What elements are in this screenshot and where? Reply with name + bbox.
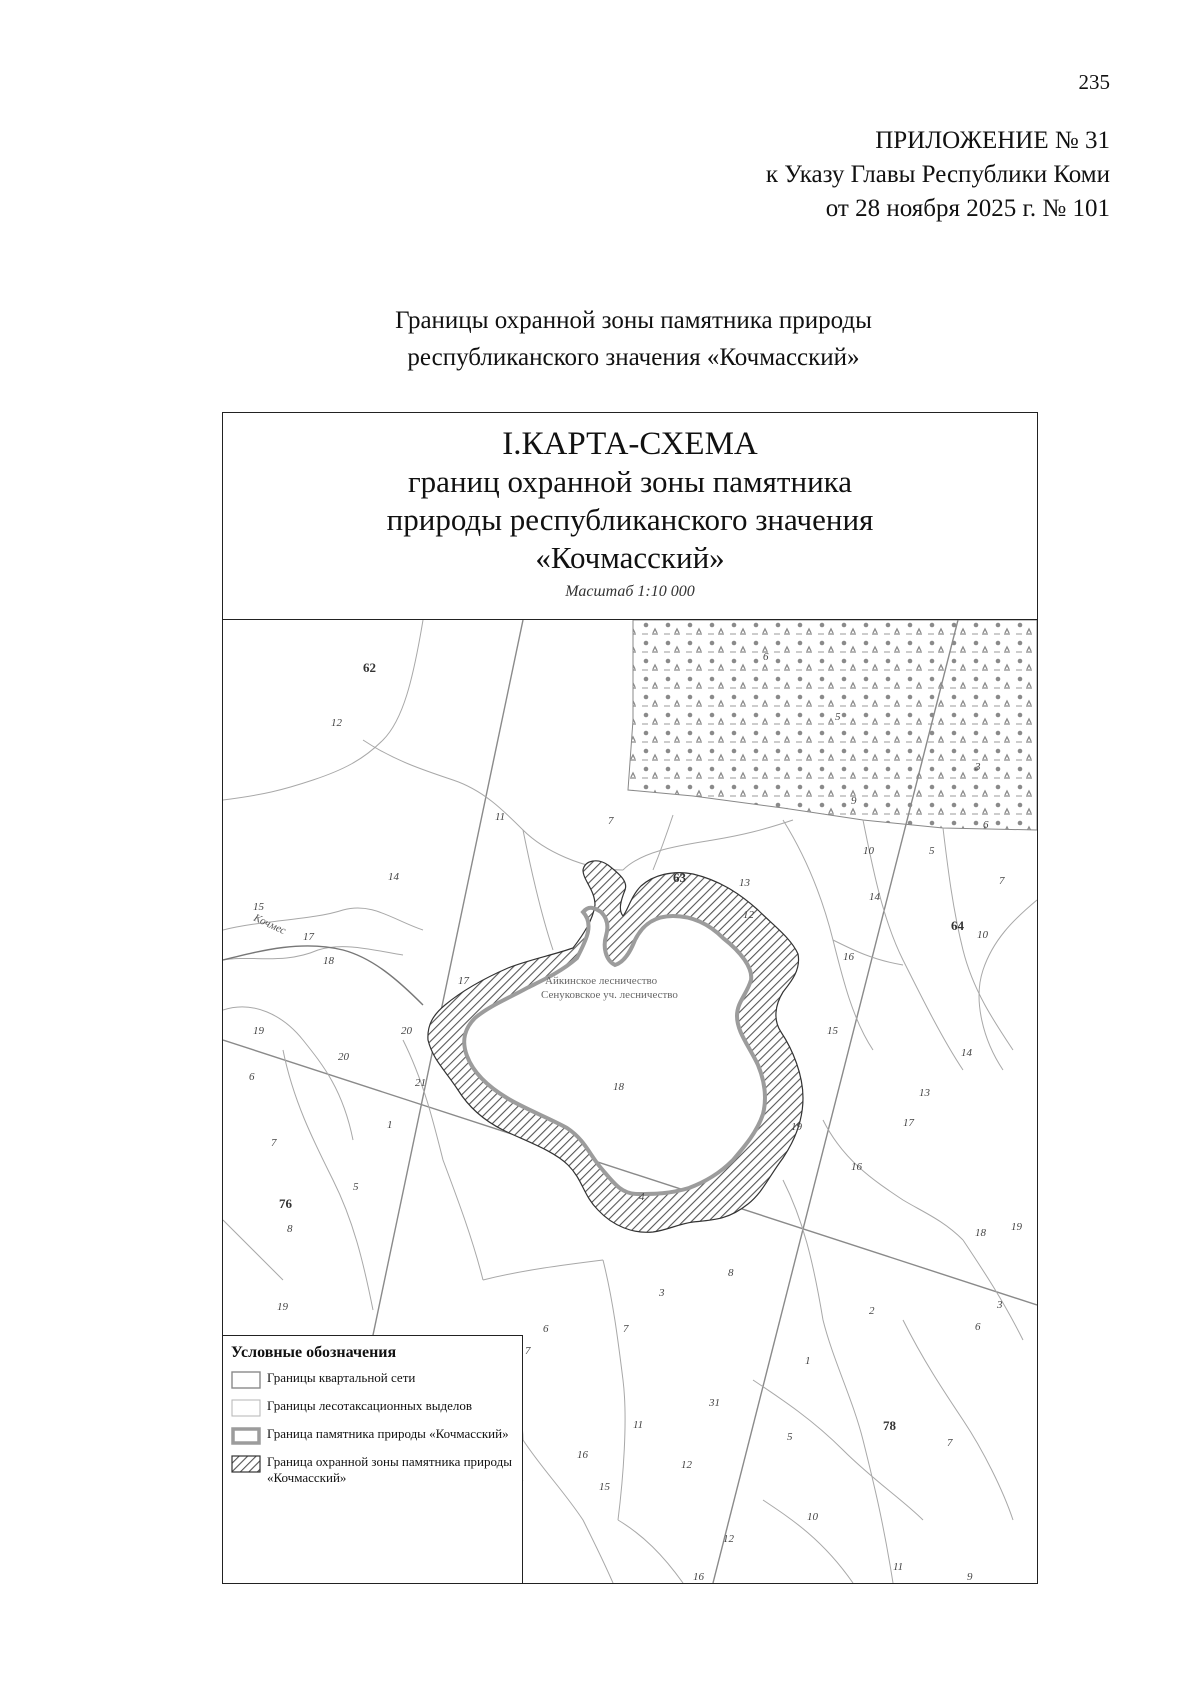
parcel-number: 20 bbox=[338, 1051, 349, 1063]
parcel-number: 6 bbox=[983, 819, 989, 831]
parcel-number: 14 bbox=[869, 891, 880, 903]
parcel-number: 12 bbox=[681, 1459, 692, 1471]
swamp-area bbox=[628, 620, 1037, 830]
appendix-line-1: ПРИЛОЖЕНИЕ № 31 bbox=[875, 127, 1110, 154]
parcel-number: 21 bbox=[415, 1077, 426, 1089]
parcel-number: 18 bbox=[323, 955, 334, 967]
parcel-number: 14 bbox=[961, 1047, 972, 1059]
parcel-number: 7 bbox=[608, 815, 614, 827]
legend-item bbox=[231, 1454, 514, 1486]
parcel-number: 15 bbox=[599, 1481, 610, 1493]
legend-label: Границы лесотаксационных выделов bbox=[267, 1398, 472, 1413]
legend-item bbox=[231, 1426, 514, 1445]
parcel-number: 19 bbox=[253, 1025, 264, 1037]
page-number: 235 bbox=[1078, 70, 1110, 94]
parcel-number: 31 bbox=[709, 1397, 720, 1409]
document-title-line-1: Границы охранной зоны памятника природы bbox=[395, 307, 872, 334]
parcel-number: 14 bbox=[388, 871, 399, 883]
parcel-number: 5 bbox=[353, 1181, 359, 1193]
document-title-line-2: республиканского значения «Кочмасский» bbox=[407, 344, 860, 371]
parcel-number: 6 bbox=[543, 1323, 549, 1335]
parcel-number: 17 bbox=[458, 975, 469, 987]
quarter-number: 64 bbox=[951, 918, 964, 933]
legend-swatch-parcel bbox=[231, 1399, 261, 1417]
parcel-number: 6 bbox=[249, 1071, 255, 1083]
legend-title: Условные обозначения bbox=[231, 1344, 397, 1361]
parcel-number: 3 bbox=[975, 761, 981, 773]
parcel-number: 11 bbox=[633, 1419, 644, 1431]
parcel-number: 1 bbox=[387, 1119, 393, 1131]
quarter-number: 62 bbox=[363, 660, 376, 675]
parcel-number: 17 bbox=[303, 931, 314, 943]
parcel-number: 3 bbox=[997, 1299, 1003, 1311]
legend-label: Граница памятника природы «Кочмасский» bbox=[267, 1426, 509, 1441]
quarter-number: 78 bbox=[883, 1418, 896, 1433]
parcel-number: 8 bbox=[728, 1267, 734, 1279]
parcel-number: 9 bbox=[967, 1571, 973, 1583]
appendix-line-3: от 28 ноября 2025 г. № 101 bbox=[825, 195, 1110, 222]
parcel-number: 16 bbox=[851, 1161, 862, 1173]
forestry-label-1: Айкинское лесничество bbox=[545, 975, 658, 987]
parcel-number: 17 bbox=[903, 1117, 914, 1129]
appendix-line-2: к Указу Главы Республики Коми bbox=[765, 161, 1110, 188]
parcel-number: 11 bbox=[893, 1561, 904, 1573]
parcel-number: 10 bbox=[807, 1511, 818, 1523]
quarter-number: 76 bbox=[279, 1196, 292, 1211]
parcel-number: 7 bbox=[999, 875, 1005, 887]
map-header-line-2: границ охранной зоны памятника bbox=[407, 464, 853, 499]
legend-item bbox=[231, 1370, 514, 1389]
parcel-number: 12 bbox=[743, 909, 754, 921]
parcel-number: 12 bbox=[723, 1533, 734, 1545]
map-header bbox=[223, 413, 1037, 620]
parcel-number: 16 bbox=[693, 1571, 704, 1583]
forestry-label-2: Сенуковское уч. лесничество bbox=[541, 989, 678, 1001]
parcel-number: 11 bbox=[495, 811, 506, 823]
parcel-number: 19 bbox=[1011, 1221, 1022, 1233]
map-header-line-4: «Кочмасский» bbox=[535, 540, 725, 575]
parcel-number: 18 bbox=[975, 1227, 986, 1239]
parcel-number: 3 bbox=[659, 1287, 665, 1299]
parcel-number: 16 bbox=[843, 951, 854, 963]
parcel-number: 6 bbox=[975, 1321, 981, 1333]
parcel-number: 10 bbox=[977, 929, 988, 941]
parcel-number: 5 bbox=[929, 845, 935, 857]
parcel-number: 10 bbox=[863, 845, 874, 857]
parcel-number: 7 bbox=[271, 1137, 277, 1149]
river-label: Кочмес bbox=[251, 911, 288, 938]
map-legend bbox=[223, 1335, 523, 1583]
parcel-number: 13 bbox=[739, 877, 750, 889]
parcel-number: 18 bbox=[613, 1081, 624, 1093]
parcel-number: 1 bbox=[805, 1355, 811, 1367]
parcel-number: 8 bbox=[287, 1223, 293, 1235]
parcel-number: 2 bbox=[869, 1305, 875, 1317]
legend-swatch-quarter bbox=[231, 1371, 261, 1389]
parcel-number: 7 bbox=[525, 1345, 531, 1357]
map-header-line-1: I.КАРТА-СХЕМА bbox=[502, 426, 758, 462]
parcel-number: 4 bbox=[639, 1191, 645, 1203]
parcel-number: 16 bbox=[577, 1449, 588, 1461]
parcel-number: 19 bbox=[791, 1121, 802, 1133]
parcel-number: 20 bbox=[401, 1025, 412, 1037]
parcel-number: 13 bbox=[919, 1087, 930, 1099]
parcel-number: 15 bbox=[253, 901, 264, 913]
legend-swatch-monument bbox=[231, 1427, 261, 1445]
parcel-number: 19 bbox=[277, 1301, 288, 1313]
parcel-number: 9 bbox=[851, 795, 857, 807]
quarter-number: 63 bbox=[673, 870, 686, 885]
parcel-number: 15 bbox=[827, 1025, 838, 1037]
parcel-number: 7 bbox=[947, 1437, 953, 1449]
parcel-number: 7 bbox=[623, 1323, 629, 1335]
map-body bbox=[223, 620, 1037, 1583]
legend-item bbox=[231, 1398, 514, 1417]
parcel-number: 6 bbox=[763, 651, 769, 663]
parcel-number: 5 bbox=[787, 1431, 793, 1443]
legend-swatch-zone bbox=[231, 1455, 261, 1473]
map-scale: Масштаб 1:10 000 bbox=[565, 583, 695, 600]
map-frame bbox=[222, 412, 1038, 1584]
legend-label: Граница охранной зоны памятника природы «Кочмасский» bbox=[267, 1454, 512, 1485]
parcel-number: 5 bbox=[835, 711, 841, 723]
document-title bbox=[0, 302, 1200, 376]
parcel-number: 12 bbox=[331, 717, 342, 729]
appendix-header bbox=[766, 124, 1110, 226]
legend-label: Границы квартальной сети bbox=[267, 1370, 416, 1385]
map-header-line-3: природы республиканского значения bbox=[386, 502, 874, 537]
